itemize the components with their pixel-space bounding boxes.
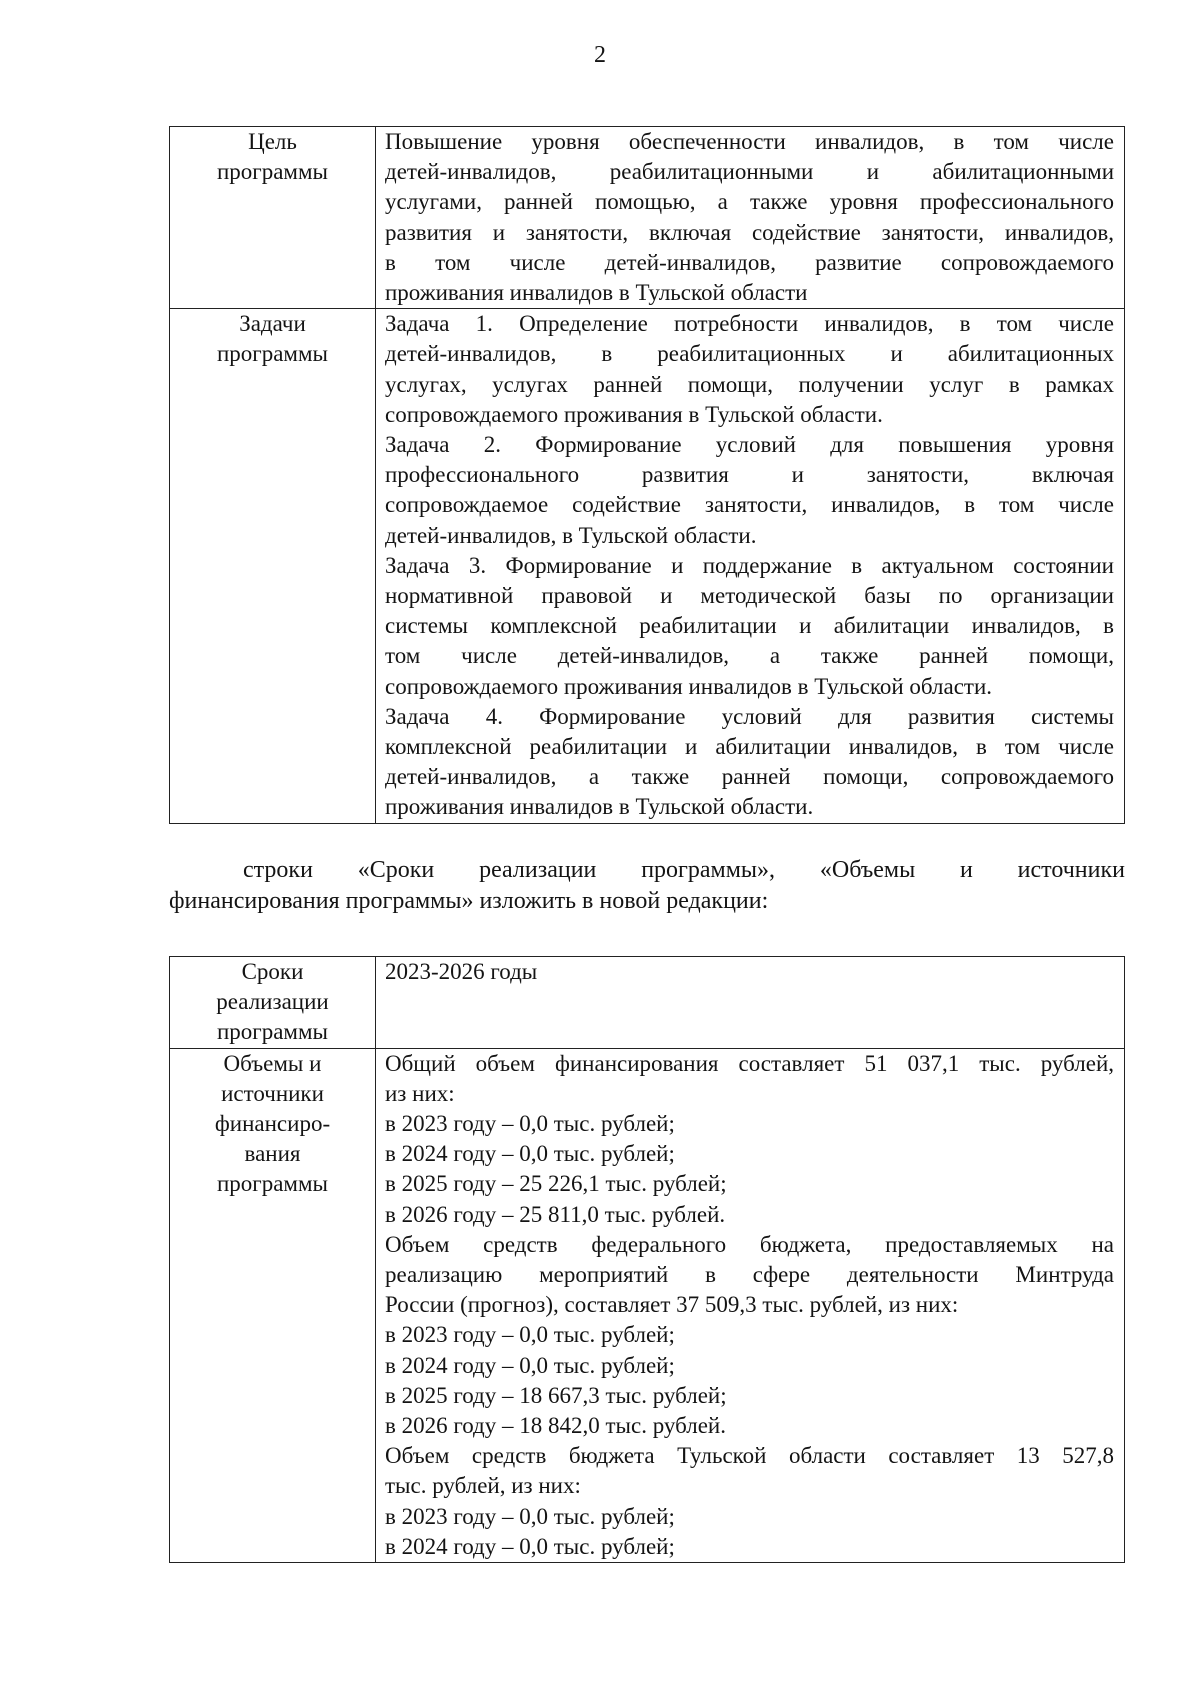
row-content-line: Общий объем финансирования составляет 51 037,1 тыс. рублей, <box>385 1050 1114 1076</box>
table-body <box>170 127 1125 824</box>
row-label-line: программы <box>216 159 328 185</box>
row-label-line: Цель <box>248 129 297 154</box>
row-content-line: детей-инвалидов, реабилитационными и абилитационными <box>385 159 1114 185</box>
row-content-line: комплексной реабилитации и абилитации инвалидов, в том числе <box>385 734 1114 760</box>
row-label-line: Задачи <box>239 311 306 337</box>
row-content-line: проживания инвалидов в Тульской области. <box>385 794 814 820</box>
row-content-line: тыс. рублей, из них: <box>385 1473 581 1499</box>
row-content-line: Объем средств федерального бюджета, предоставляемых на <box>385 1231 1114 1257</box>
row-content-line: в 2024 году – 0,0 тыс. рублей; <box>385 1533 675 1559</box>
row-content-line: сопровождаемого проживания в Тульской области. <box>385 401 883 427</box>
row-content-line: Задача 3. Формирование и поддержание в актуальном состоянии <box>385 552 1114 578</box>
row-content-line: в 2023 году – 0,0 тыс. рублей; <box>385 1322 675 1348</box>
row-content-line: 2023-2026 годы <box>385 959 538 984</box>
row-content-line: услугах, услугах ранней помощи, получении услуг в рамках <box>385 371 1114 397</box>
row-content-line: реализацию мероприятий в сфере деятельности Минтруда <box>385 1262 1114 1288</box>
row-content-line: в 2025 году – 18 667,3 тыс. рублей; <box>385 1382 727 1408</box>
row-label-cell <box>170 309 376 823</box>
row-content-line: в 2024 году – 0,0 тыс. рублей; <box>385 1352 675 1378</box>
row-content-line: Задача 2. Формирование условий для повышения уровня <box>385 432 1114 458</box>
row-content-cell <box>376 309 1125 823</box>
row-label-line: финансиро- <box>214 1111 331 1137</box>
row-content-line: том числе детей-инвалидов, а также ранней помощи, <box>385 643 1114 669</box>
row-content-line: услугами, ранней помощью, а также уровня профессионального <box>385 189 1114 215</box>
row-content-line: Задача 1. Определение потребности инвалидов, в том числе <box>385 311 1114 337</box>
row-content-cell <box>376 957 1125 1049</box>
row-content-line: нормативной правовой и методической базы по организации <box>385 583 1114 609</box>
row-content-line: системы комплексной реабилитации и абилитации инвалидов, в <box>385 613 1114 639</box>
row-content-line: в 2026 году – 18 842,0 тыс. рублей. <box>385 1413 726 1439</box>
row-content-line: сопровождаемого проживания инвалидов в Тульской области. <box>385 673 993 699</box>
row-content-line: Повышение уровня обеспеченности инвалидов, в том числе <box>385 129 1114 154</box>
table-row <box>170 957 1125 1049</box>
row-label-cell <box>170 127 376 309</box>
page-number: 2 <box>594 42 606 68</box>
row-content-line: детей-инвалидов, в реабилитационных и абилитационных <box>385 341 1114 367</box>
row-label-line: Объемы и <box>223 1050 322 1076</box>
amendment-paragraph <box>169 855 1125 917</box>
row-content-line: проживания инвалидов в Тульской области <box>385 280 808 306</box>
row-content-cell <box>376 127 1125 309</box>
row-content-line: сопровождаемое содействие занятости, инвалидов, в том числе <box>385 492 1114 518</box>
row-content-line: в том числе детей-инвалидов, развитие сопровождаемого <box>385 249 1114 275</box>
amendment-line-2: финансирования программы» изложить в новой редакции: <box>169 888 769 914</box>
row-label-line: вания <box>244 1141 301 1167</box>
row-label-line: Сроки <box>241 959 304 984</box>
table-row <box>170 1048 1125 1562</box>
row-content-line: развития и занятости, включая содействие занятости, инвалидов, <box>385 219 1114 245</box>
row-content-line: в 2024 году – 0,0 тыс. рублей; <box>385 1141 675 1167</box>
row-content-line: из них: <box>385 1080 455 1106</box>
row-label-line: программы <box>216 341 328 367</box>
row-content-line: Задача 4. Формирование условий для развития системы <box>385 703 1114 729</box>
row-content-line: в 2023 году – 0,0 тыс. рублей; <box>385 1111 675 1137</box>
row-content-line: детей-инвалидов, в Тульской области. <box>385 522 757 548</box>
row-content-line: профессионального развития и занятости, включая <box>385 462 1114 488</box>
row-label-line: источники <box>221 1080 324 1106</box>
row-content-line: в 2025 году – 25 226,1 тыс. рублей; <box>385 1171 727 1197</box>
table-row <box>170 127 1125 309</box>
row-label-cell <box>170 1048 376 1562</box>
row-label-line: программы <box>216 1019 328 1045</box>
row-content-line: детей-инвалидов, а также ранней помощи, сопровождаемого <box>385 764 1114 790</box>
row-label-cell <box>170 957 376 1049</box>
row-content-line: в 2026 году – 25 811,0 тыс. рублей. <box>385 1201 726 1227</box>
row-content-line: в 2023 году – 0,0 тыс. рублей; <box>385 1503 675 1529</box>
row-label-line: реализации <box>216 989 329 1015</box>
table-body <box>170 957 1125 1563</box>
row-label-line: программы <box>216 1171 328 1197</box>
row-content-cell <box>376 1048 1125 1562</box>
program-passport-table-2 <box>169 956 1125 1563</box>
amendment-line-1: строки «Сроки реализации программы», «Объемы и источники <box>243 857 1125 883</box>
table-row <box>170 309 1125 823</box>
program-passport-table-1 <box>169 126 1125 824</box>
row-content-line: Объем средств бюджета Тульской области составляет 13 527,8 <box>385 1443 1114 1469</box>
row-content-line: России (прогноз), составляет 37 509,3 тыс. рублей, из них: <box>385 1292 959 1318</box>
